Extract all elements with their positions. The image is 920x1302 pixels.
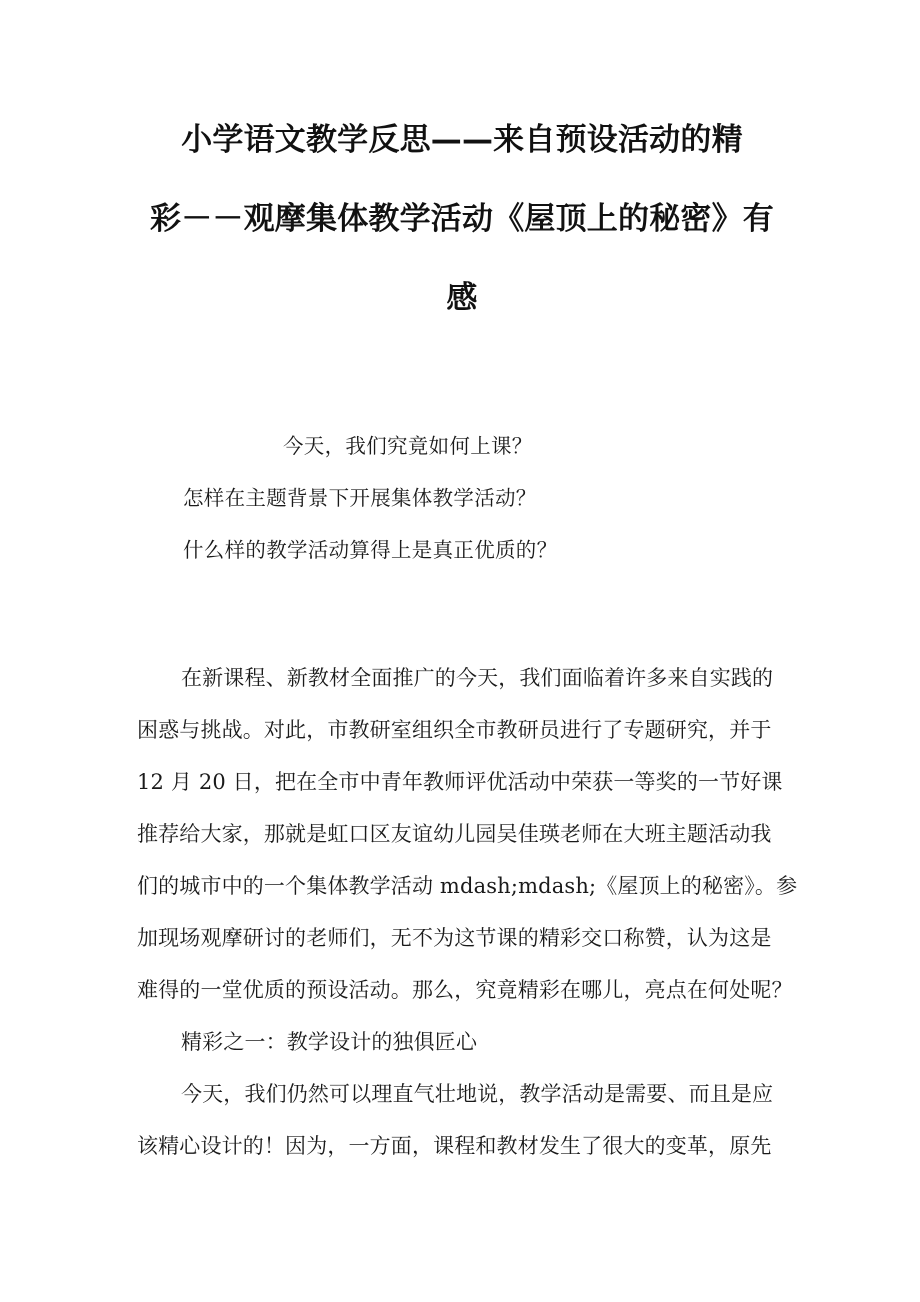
document-title-line-2: 彩－－观摩集体教学活动《屋顶上的秘密》有 [150,201,774,237]
paragraph-intro-line-4: 推荐给大家，那就是虹口区友谊幼儿园吴佳瑛老师在大班主题活动我 [137,822,772,846]
subheading-1-text: 精彩之一：教学设计的独俱匠心 [181,1030,478,1054]
lead-question-2: 怎样在主题背景下开展集体教学活动？ [183,486,537,510]
paragraph-intro-line-3: 12 月 20 日，把在全市中青年教师评优活动中荣获一等奖的一节好课 [137,770,783,794]
paragraph-body-1-line-2: 该精心设计的！因为，一方面，课程和教材发生了很大的变革，原先 [137,1134,772,1158]
lead-question-1: 今天，我们究竟如何上课？ [283,434,533,458]
document-content [137,0,798,1172]
paragraph-intro-line-7: 难得的一堂优质的预设活动。那么，究竟精彩在哪儿，亮点在何处呢？ [137,978,793,1002]
paragraph-intro-line-1: 在新课程、新教材全面推广的今天，我们面临着许多来自实践的 [181,666,774,690]
paragraph-intro-line-5: 们的城市中的一个集体教学活动 mdash;mdash;《屋顶上的秘密》。参 [137,874,798,898]
paragraph-intro [137,652,798,1016]
paragraph-body-1 [137,1068,787,1172]
document-title [137,0,787,338]
lead-question-3: 什么样的教学活动算得上是真正优质的？ [183,538,558,562]
document-title-line-1: 小学语文教学反思——来自预设活动的精 [181,122,743,158]
lead-questions-block [137,338,787,576]
paragraph-intro-line-6: 加现场观摩研讨的老师们，无不为这节课的精彩交口称赞，认为这是 [137,926,772,950]
paragraph-subheading-1 [137,1016,787,1068]
paragraph-intro-line-2: 困惑与挑战。对此，市教研室组织全市教研员进行了专题研究，并于 [137,718,772,742]
document-title-line-3: 感 [446,280,478,316]
paragraph-body-1-line-1: 今天，我们仍然可以理直气壮地说，教学活动是需要、而且是应 [181,1082,774,1106]
body-top-gap [137,576,787,652]
document-body [137,576,798,1172]
lead-spacer [137,338,787,420]
